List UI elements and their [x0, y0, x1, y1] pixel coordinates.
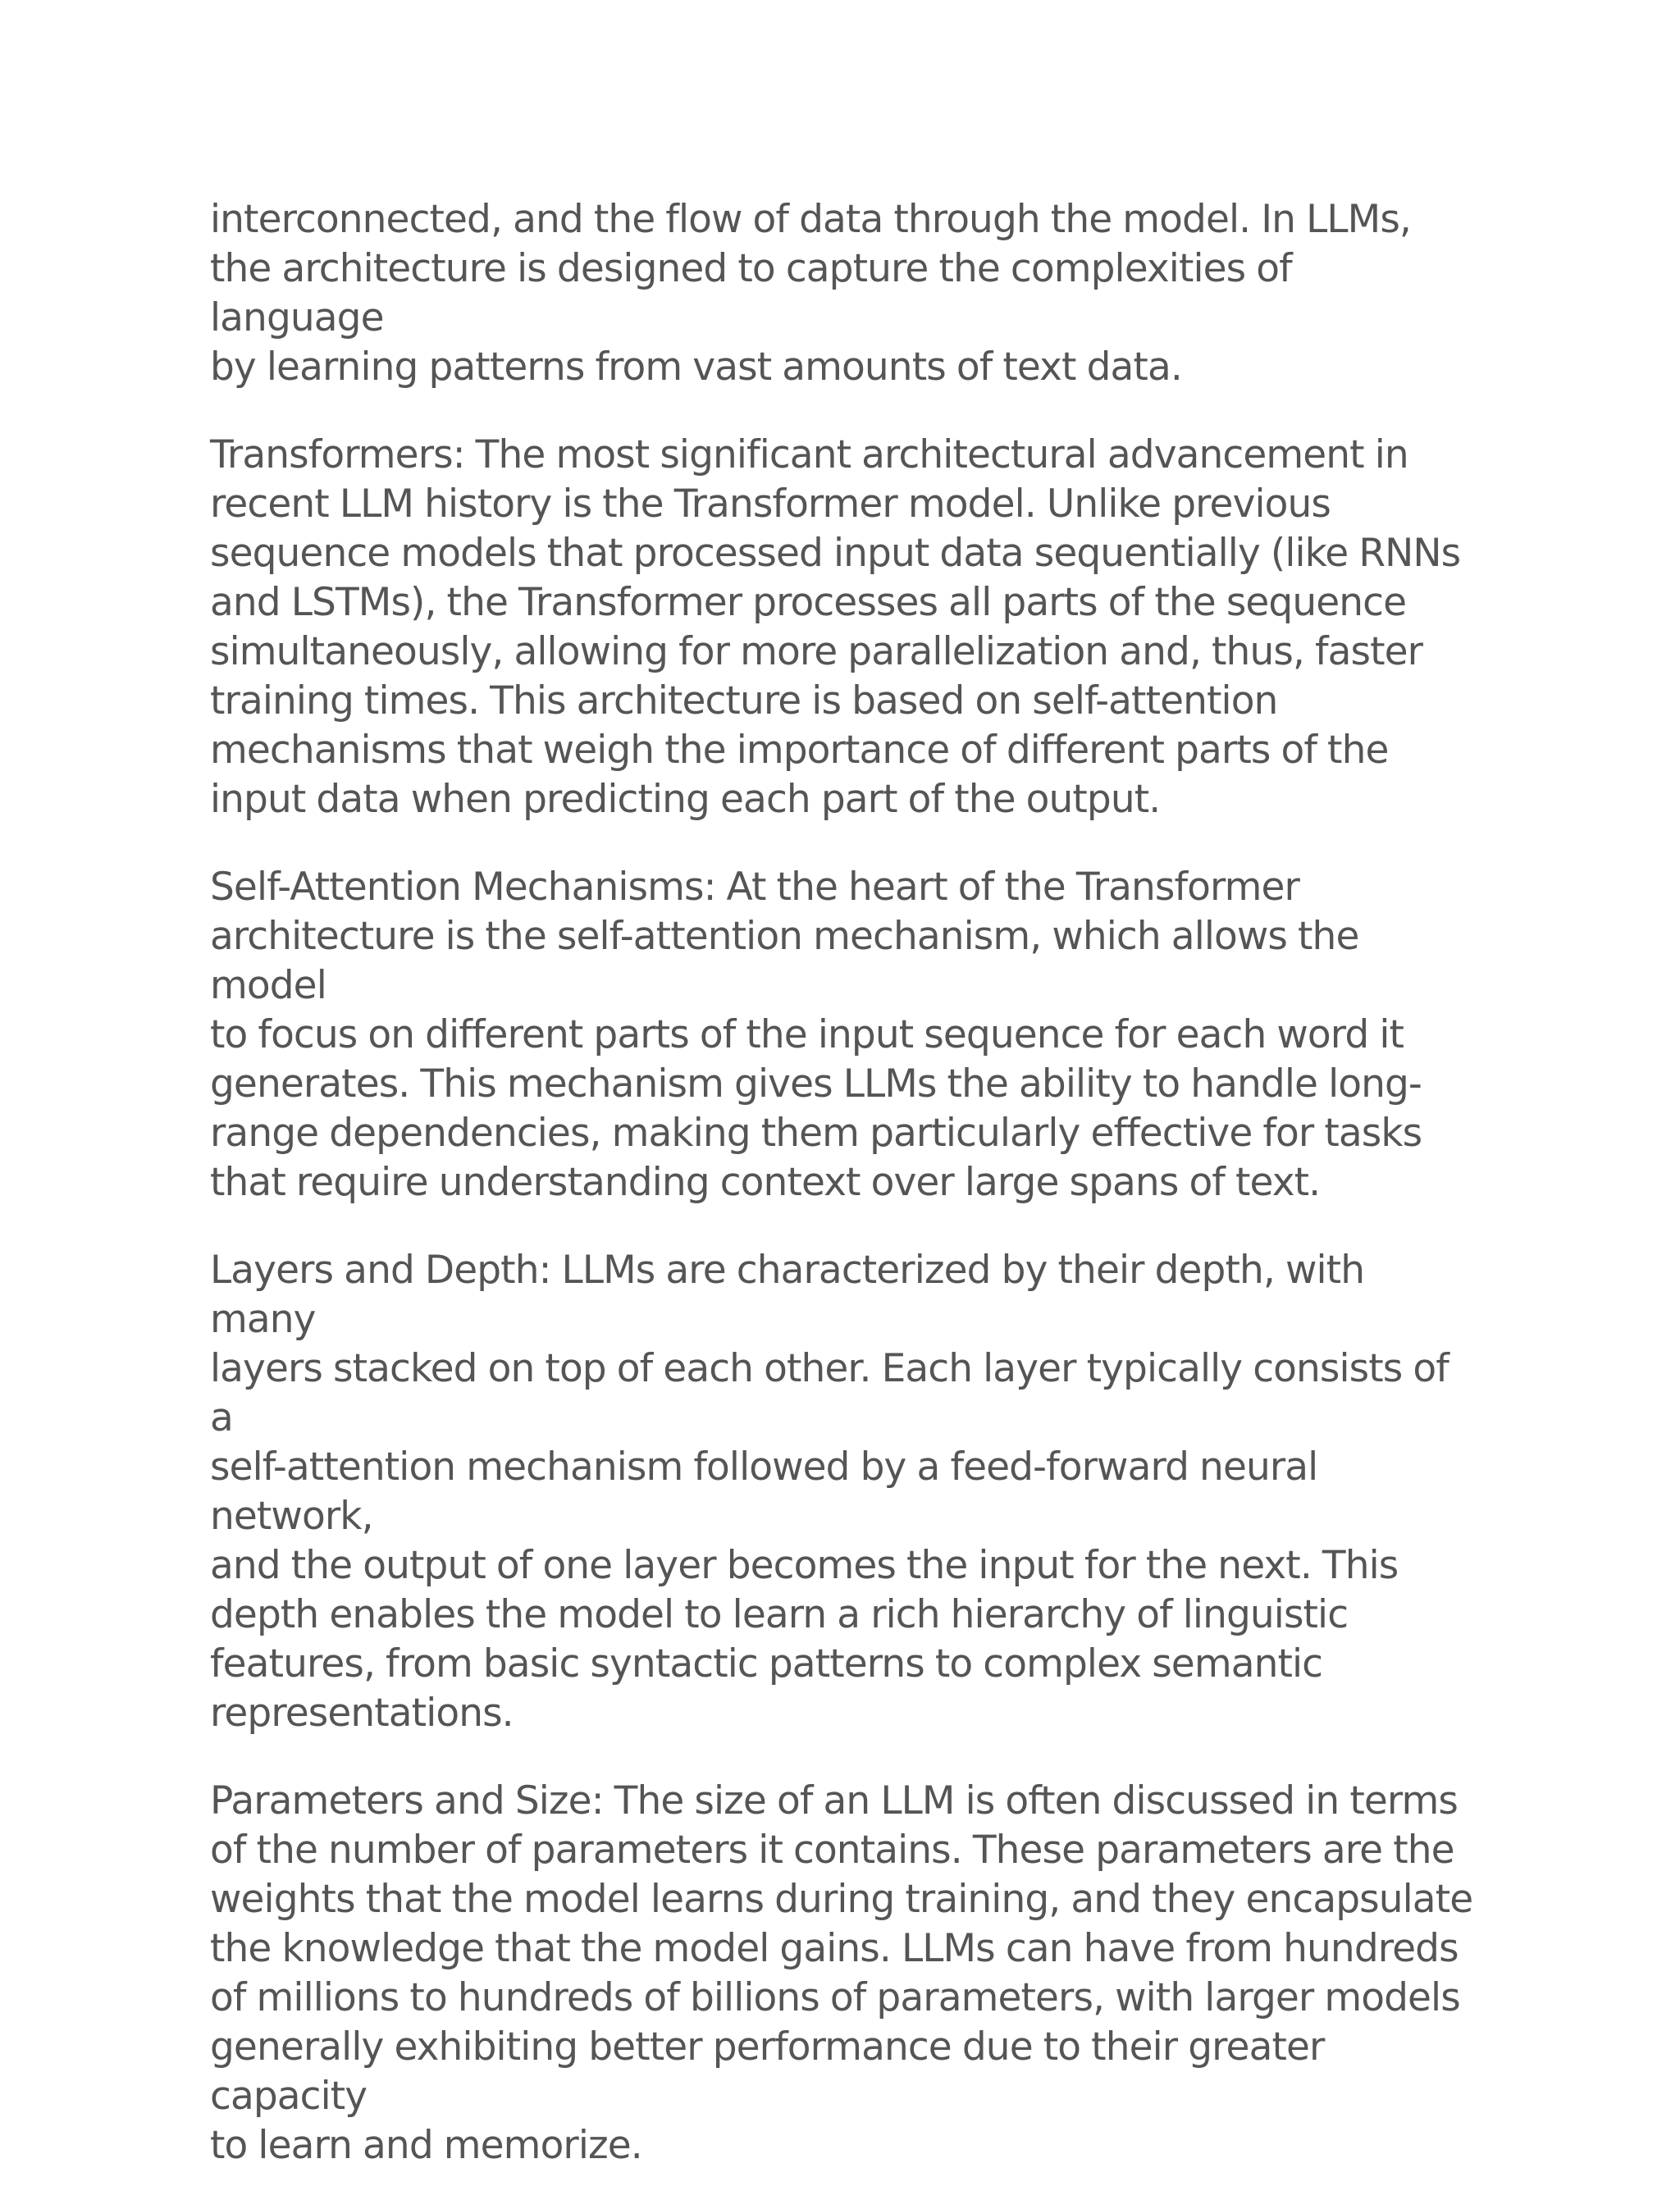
paragraph-parameters-size: Parameters and Size: The size of an LLM is often discussed in terms of the number of parameters it contains. These parameters are the weights that the model learns during training, and they encapsulate the knowledge that the model gains. LLMs can have from hundreds of millions to hundreds of billions of parameters, with larger models generally exhibiting better performance due to their greater capacity to learn and memorize.	[210, 1778, 1473, 2168]
paragraph-architecture-intro: interconnected, and the flow of data through the model. In LLMs, the architecture is designed to capture the complexities of language by learning patterns from vast amounts of text data.	[210, 197, 1411, 390]
paragraph-transformers: Transformers: The most significant architectural advancement in recent LLM history is the Transformer model. Unlike previous sequence models that processed input data sequentially (like RNNs and LSTMs), the Transformer processes all parts of the sequence simultaneously, allowing for more parallelization and, thus, faster training times. This architecture is based on self-attention mechanisms that weigh the importance of different parts of the input data when predicting each part of the output.	[210, 432, 1461, 822]
paragraph-layers-depth: Layers and Depth: LLMs are characterized by their depth, with many layers stacked on top of each other. Each layer typically consists of a self-attention mechanism followed by a feed-forward neural network, and the output of one layer becomes the input for the next. This depth enables the model to learn a rich hierarchy of linguistic features, from basic syntactic patterns to complex semantic representations.	[210, 1248, 1449, 1736]
paragraph-self-attention: Self-Attention Mechanisms: At the heart of the Transformer architecture is the self-attention mechanism, which allows the model to focus on different parts of the input sequence for each word it generates. This mechanism gives LLMs the ability to handle long- range dependencies, making them particularly effective for tasks that require understanding context over large spans of text.	[210, 865, 1422, 1205]
document-body	[210, 195, 1473, 2209]
